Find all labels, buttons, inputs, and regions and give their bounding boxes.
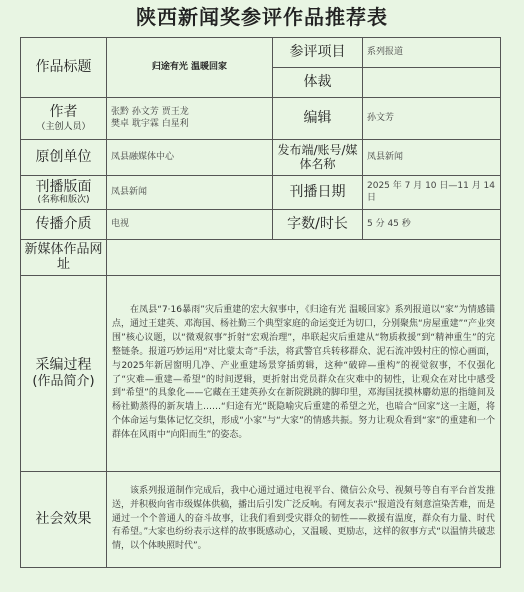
editor-label: 编辑 xyxy=(273,98,363,140)
row-url xyxy=(21,240,501,276)
medium-value: 电视 xyxy=(107,210,273,240)
authors-line-1: 张黔 孙文芳 贾王龙 xyxy=(111,106,189,117)
process-label-cell xyxy=(21,276,107,472)
genre-label: 体裁 xyxy=(273,68,363,98)
row-layout xyxy=(21,176,501,210)
length-value: 5 分 45 秒 xyxy=(363,210,501,240)
process-label: 采编过程 xyxy=(35,356,92,373)
page-title: 陕西新闻奖参评作品推荐表 xyxy=(136,5,388,29)
row-effect xyxy=(21,472,501,568)
layout-label-cell xyxy=(21,176,107,210)
category-label: 参评项目 xyxy=(273,38,363,68)
row-title xyxy=(21,38,501,68)
platform-value: 凤县新闻 xyxy=(363,140,501,176)
row-author xyxy=(21,98,501,140)
process-sublabel: (作品简介) xyxy=(32,374,95,390)
author-label: 作者 xyxy=(49,104,78,121)
process-text: 在凤县“7·16暴雨”灾后重建的宏大叙事中，《归途有光 温暖回家》系列报道以“家”为情感锚点，通过王建英、邓海国、杨社勤三个典型家庭的命运变迁为切口，分别聚焦“房屋重建”“产业突围”核心议题，以“微观叙事”折射“宏观治理”，串联起灾后重建从“物质救援”到“精神重生”的完整链条。报道巧妙运用“对比蒙太奇”手法，将武警官兵转移群众、泥石流冲毁村庄的惊心画面，与2025年新居窗明几净、产业重建场景穿插剪辑，这种“破碎—重构”的视觉叙事，不仅强化了“灾难—重建—希望”的时间逻辑，更折射出党员群众在灾难中的韧性，让观众在对比中感受到“希望”的具象化——它藏在王建英孙女在新院跳跳的脚印里，邓海国抚摸林麝幼崽的指缝间及杨社勤蒸得的新灰墙上……“归途有光”既隐喻灾后重建的希望之光，也暗合“回家”这一主题，将个体命运与集体记忆交织，形成“小家”与“大家”的情感共振。努力让观众看到“家”的重建和一个群体在风雨中“向阳而生”的姿态。 xyxy=(107,276,501,472)
unit-label: 原创单位 xyxy=(21,140,107,176)
author-label-cell xyxy=(21,98,107,140)
authors-value xyxy=(107,98,273,140)
layout-label: 刊播版面 xyxy=(35,179,92,196)
unit-value: 凤县融媒体中心 xyxy=(107,140,273,176)
layout-value: 凤县新闻 xyxy=(107,176,273,210)
editor-value: 孙文芳 xyxy=(363,98,501,140)
layout-sublabel: (名称和版次) xyxy=(37,195,90,206)
length-label: 字数/时长 xyxy=(273,210,363,240)
work-title-label: 作品标题 xyxy=(21,38,107,98)
authors-line-2: 樊卓 耽宇霖 白星利 xyxy=(111,119,189,129)
recommendation-form xyxy=(20,37,501,568)
effect-text: 该系列报道制作完成后，我中心通过通过电视平台、微信公众号、视频号等自有平台首发推送，并积极向省市级媒体供稿，播出后引发广泛反响。有网友表示“报道没有刻意渲染苦难，而是通过一个个普通人的奋斗故事，让我们看到受灾群众的韧性——救援有温度，群众有力量、时代有希望。”大家也纷纷表示这样的故事既感动心，又温暖、更励志，这样的叙事方式“以温情共破悲情，以个体映照时代”。 xyxy=(107,472,501,568)
row-unit xyxy=(21,140,501,176)
platform-label: 发布端/账号/媒体名称 xyxy=(273,140,363,176)
medium-label: 传播介质 xyxy=(21,210,107,240)
date-label: 刊播日期 xyxy=(273,176,363,210)
genre-value xyxy=(363,68,501,98)
author-sublabel: （主创人员） xyxy=(36,122,91,133)
row-process xyxy=(21,276,501,472)
date-value: 2025 年 7 月 10 日—11 月 14 日 xyxy=(363,176,501,210)
row-medium xyxy=(21,210,501,240)
url-label: 新媒体作品网址 xyxy=(21,240,107,276)
work-title-value: 归途有光 温暖回家 xyxy=(107,38,273,98)
effect-label: 社会效果 xyxy=(21,472,107,568)
category-value: 系列报道 xyxy=(363,38,501,68)
url-value xyxy=(107,240,501,276)
